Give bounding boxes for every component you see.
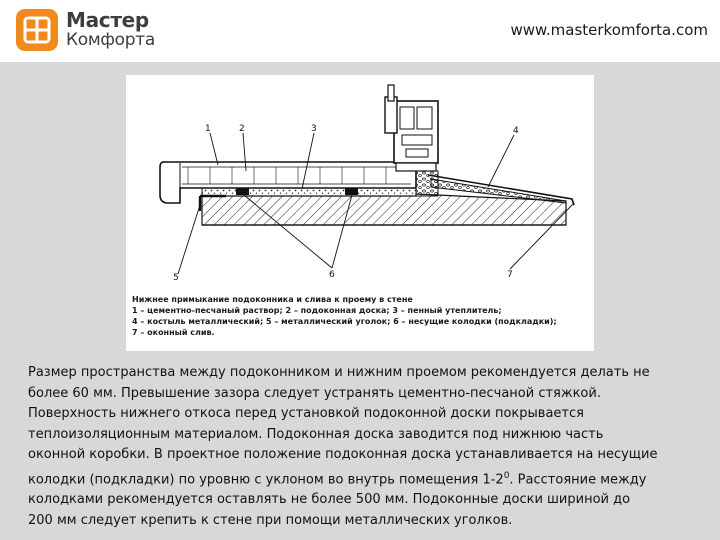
logo-text bbox=[66, 10, 155, 49]
callout-5: 5 bbox=[173, 273, 179, 283]
body-line-2: более 60 мм. Превышение зазора следует устранять цементно-песчаной стяжкой. bbox=[28, 385, 601, 401]
callout-4: 4 bbox=[513, 126, 519, 136]
callout-7: 7 bbox=[507, 270, 513, 280]
site-url[interactable]: www.masterkomforta.com bbox=[510, 21, 708, 39]
page-header bbox=[0, 0, 720, 62]
callout-1: 1 bbox=[205, 124, 211, 134]
wall-section bbox=[202, 194, 566, 225]
caption-line2: 4 – костыль металлический; 5 – металлический уголок; 6 – несущие колодки (подкладки); bbox=[132, 317, 557, 326]
callout-3: 3 bbox=[311, 124, 317, 134]
body-line-1: Размер пространства между подоконником и нижним проемом рекомендуется делать не bbox=[28, 365, 650, 380]
body-line-6b: . Расстояние между bbox=[509, 471, 647, 487]
support-block-1 bbox=[236, 188, 249, 195]
body-line-5: оконной коробки. В проектное положение подоконная доска устанавливается на несущие bbox=[28, 447, 658, 462]
description-text bbox=[28, 363, 690, 531]
callout-2: 2 bbox=[239, 124, 245, 134]
body-line-3: Поверхность нижнего откоса перед установкой подоконной доски покрывается bbox=[28, 406, 584, 421]
body-line-6a: колодки (подкладки) по уровню с уклоном во внутрь помещения 1-2 bbox=[28, 471, 504, 487]
logo-line1: Мастер bbox=[66, 8, 149, 32]
callout-6: 6 bbox=[329, 270, 335, 280]
body-line-8: 200 мм следует крепить к стене при помощи металлических уголков. bbox=[28, 512, 513, 528]
body-line-6 bbox=[28, 466, 690, 491]
logo-window-icon bbox=[16, 9, 58, 51]
diagram-caption bbox=[132, 294, 592, 338]
window-frame bbox=[385, 85, 438, 171]
logo-line2: Комфорта bbox=[66, 30, 155, 50]
caption-title: Нижнее примыкание подоконника и слива к проему в стене bbox=[132, 295, 413, 304]
caption-line1: 1 – цементно-песчаный раствор; 2 – подоконная доска; 3 – пенный утеплитель; bbox=[132, 306, 502, 315]
body-line-4: теплоизоляционным материалом. Подоконная доска заводится под нижнюю часть bbox=[28, 426, 604, 442]
degree-superscript: 0 bbox=[503, 470, 510, 481]
body-line-7: колодками рекомендуется оставлять не более 500 мм. Подоконные доски шириной до bbox=[28, 492, 631, 508]
support-block-2 bbox=[345, 188, 358, 195]
caption-line3: 7 – оконный слив. bbox=[132, 328, 215, 337]
foam-layer bbox=[202, 188, 416, 196]
